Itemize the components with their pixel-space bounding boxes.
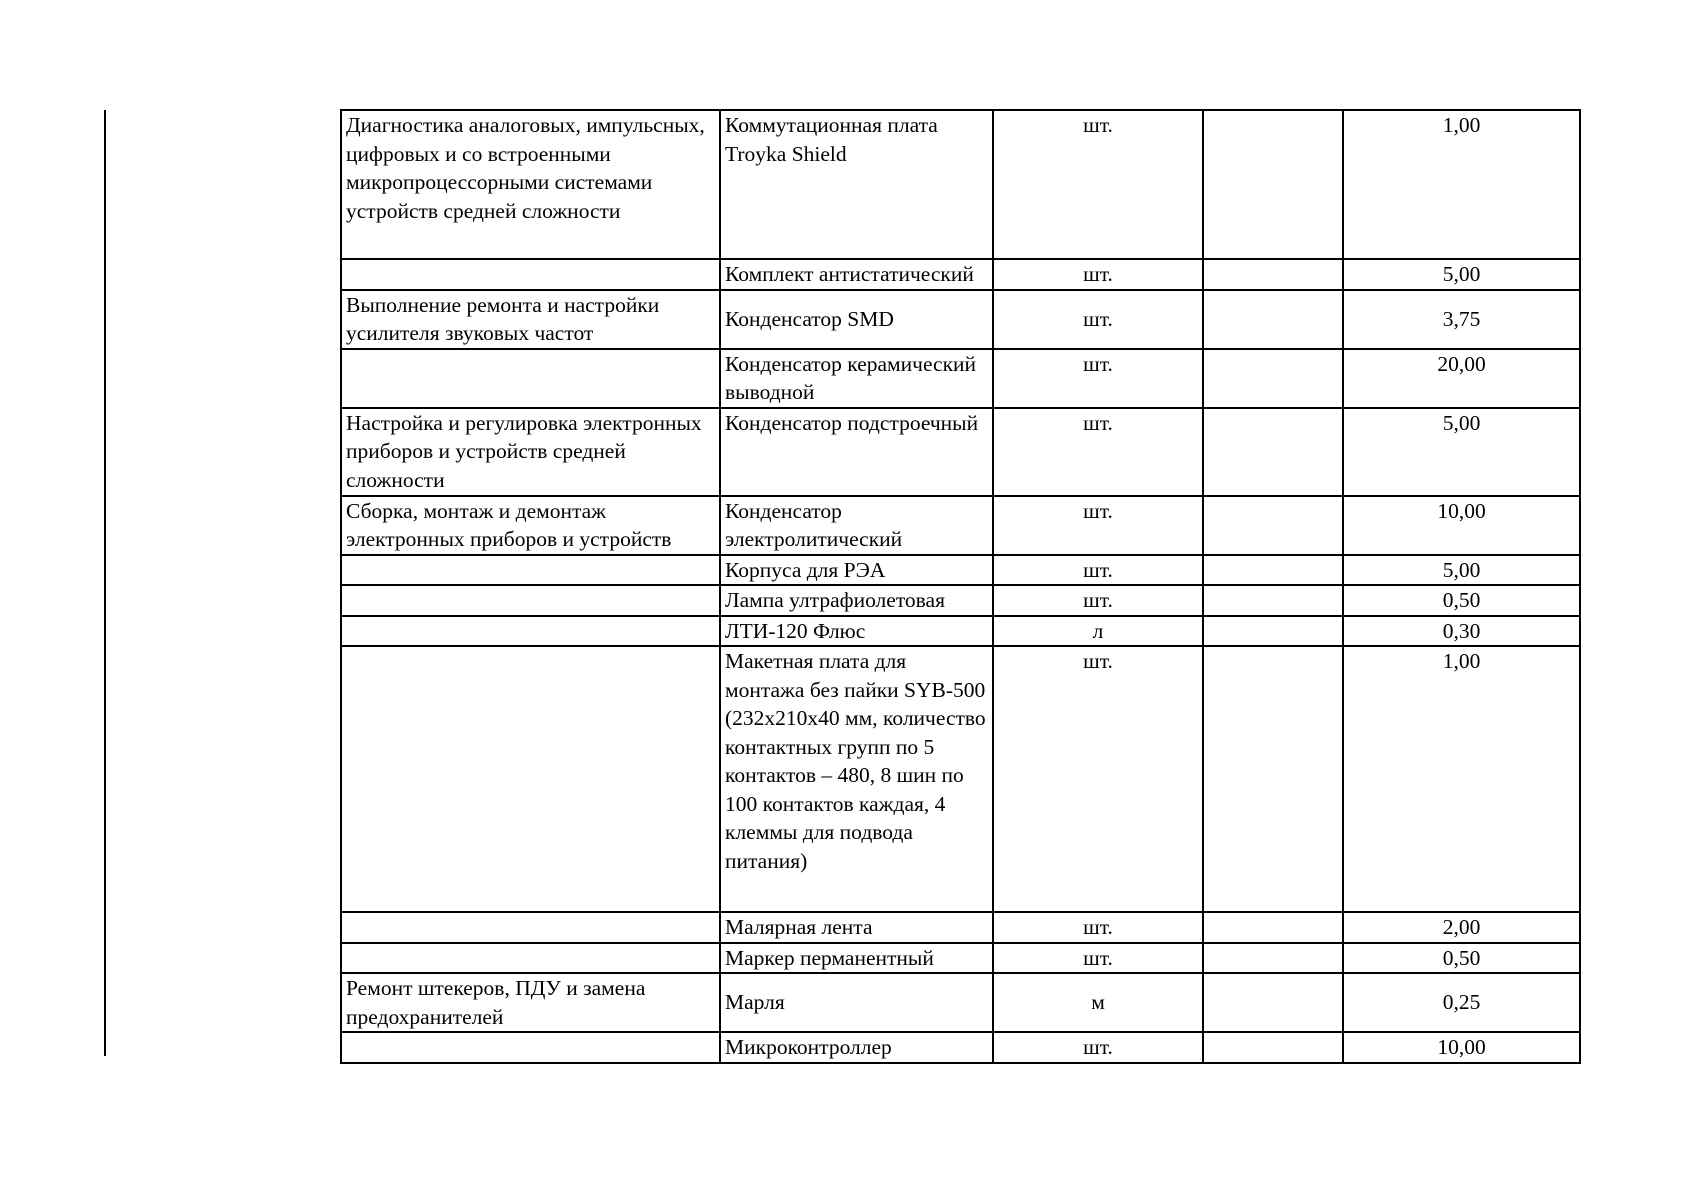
work-cell: Сборка, монтаж и демонтаж электронных приборов и устройств	[341, 496, 720, 555]
unit-cell: шт.	[993, 1032, 1203, 1063]
table-row	[341, 408, 1580, 496]
work-cell	[341, 912, 720, 943]
blank-cell	[1203, 110, 1343, 259]
quantity-cell: 0,50	[1343, 943, 1580, 974]
blank-cell	[1203, 555, 1343, 586]
unit-cell: шт.	[993, 585, 1203, 616]
quantity-cell: 5,00	[1343, 408, 1580, 496]
material-cell: Малярная лента	[720, 912, 993, 943]
table-row	[341, 110, 1580, 259]
unit-cell: шт.	[993, 290, 1203, 349]
material-cell: Конденсатор керамический выводной	[720, 349, 993, 408]
unit-cell: шт.	[993, 646, 1203, 912]
quantity-cell: 5,00	[1343, 555, 1580, 586]
unit-cell: шт.	[993, 408, 1203, 496]
unit-cell: л	[993, 616, 1203, 647]
unit-cell: шт.	[993, 943, 1203, 974]
material-cell: Комплект антистатический	[720, 259, 993, 290]
table-row	[341, 616, 1580, 647]
quantity-cell: 0,30	[1343, 616, 1580, 647]
blank-cell	[1203, 408, 1343, 496]
quantity-cell: 10,00	[1343, 496, 1580, 555]
work-cell: Ремонт штекеров, ПДУ и замена предохранителей	[341, 973, 720, 1032]
unit-cell: шт.	[993, 496, 1203, 555]
material-cell: Конденсатор электролитический	[720, 496, 993, 555]
unit-cell: шт.	[993, 259, 1203, 290]
blank-cell	[1203, 973, 1343, 1032]
page-margin-rule	[104, 110, 106, 1056]
work-cell	[341, 616, 720, 647]
table-row	[341, 646, 1580, 912]
table-row	[341, 973, 1580, 1032]
quantity-cell: 5,00	[1343, 259, 1580, 290]
work-cell: Настройка и регулировка электронных приборов и устройств средней сложности	[341, 408, 720, 496]
table-row	[341, 349, 1580, 408]
table-row	[341, 290, 1580, 349]
quantity-cell: 0,50	[1343, 585, 1580, 616]
blank-cell	[1203, 585, 1343, 616]
work-cell	[341, 646, 720, 912]
material-cell: Макетная плата для монтажа без пайки SYB-500 (232х210х40 мм, количество контактных групп по 5 контактов – 480, 8 шин по 100 контактов каждая, 4 клеммы для подвода питания)	[720, 646, 993, 912]
material-cell: ЛТИ-120 Флюс	[720, 616, 993, 647]
table-row	[341, 555, 1580, 586]
material-cell: Марля	[720, 973, 993, 1032]
blank-cell	[1203, 1032, 1343, 1063]
quantity-cell: 20,00	[1343, 349, 1580, 408]
unit-cell: шт.	[993, 912, 1203, 943]
work-cell: Диагностика аналоговых, импульсных, цифровых и со встроенными микропроцессорными системами устройств средней сложности	[341, 110, 720, 259]
quantity-cell: 3,75	[1343, 290, 1580, 349]
unit-cell: шт.	[993, 555, 1203, 586]
material-cell: Конденсатор подстроечный	[720, 408, 993, 496]
quantity-cell: 10,00	[1343, 1032, 1580, 1063]
unit-cell: шт.	[993, 349, 1203, 408]
table-row	[341, 496, 1580, 555]
quantity-cell: 2,00	[1343, 912, 1580, 943]
blank-cell	[1203, 943, 1343, 974]
material-cell: Корпуса для РЭА	[720, 555, 993, 586]
blank-cell	[1203, 912, 1343, 943]
blank-cell	[1203, 646, 1343, 912]
table-row	[341, 912, 1580, 943]
quantity-cell: 1,00	[1343, 646, 1580, 912]
work-cell: Выполнение ремонта и настройки усилителя звуковых частот	[341, 290, 720, 349]
work-cell	[341, 585, 720, 616]
work-cell	[341, 943, 720, 974]
work-cell	[341, 259, 720, 290]
table-row	[341, 259, 1580, 290]
materials-table	[340, 109, 1581, 1064]
work-cell	[341, 1032, 720, 1063]
work-cell	[341, 555, 720, 586]
blank-cell	[1203, 349, 1343, 408]
table-row	[341, 943, 1580, 974]
blank-cell	[1203, 616, 1343, 647]
material-cell: Лампа ултрафиолетовая	[720, 585, 993, 616]
material-cell: Конденсатор SMD	[720, 290, 993, 349]
blank-cell	[1203, 259, 1343, 290]
blank-cell	[1203, 290, 1343, 349]
material-cell: Маркер перманентный	[720, 943, 993, 974]
material-cell: Коммутационная плата Troyka Shield	[720, 110, 993, 259]
quantity-cell: 1,00	[1343, 110, 1580, 259]
unit-cell: шт.	[993, 110, 1203, 259]
material-cell: Микроконтроллер	[720, 1032, 993, 1063]
blank-cell	[1203, 496, 1343, 555]
unit-cell: м	[993, 973, 1203, 1032]
work-cell	[341, 349, 720, 408]
table-row	[341, 585, 1580, 616]
table-row	[341, 1032, 1580, 1063]
quantity-cell: 0,25	[1343, 973, 1580, 1032]
